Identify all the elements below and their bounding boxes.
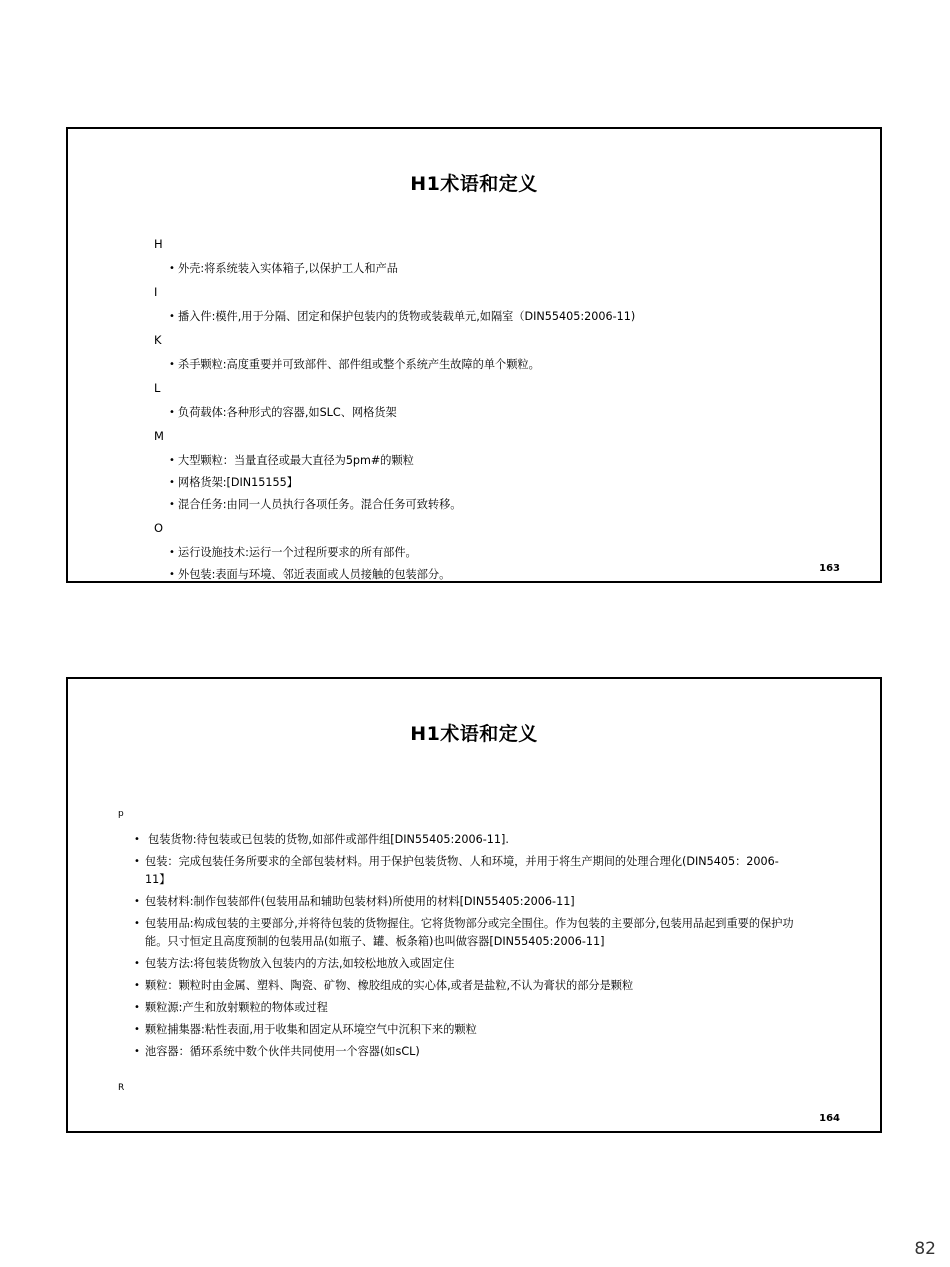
definition-item: • 混合任务:由同一人员执行各项任务。混合任务可致转移。	[154, 498, 834, 511]
slide-title: H1术语和定义	[410, 723, 538, 745]
definition-item: • 包装用品:构成包装的主要部分,并将待包装的货物握住。它将货物部分或完全围住。作为包装的主要部分,包装用品起到重要的保护功能。只寸恒定且高度预制的包装用品(如瓶子、罐、板条箱)也叫做容器[DIN55405:2006-11]	[134, 915, 794, 951]
definition-item: • 播入件:模件,用于分隔、团定和保护包装内的货物或装载单元,如隔室（DIN55405:2006-11)	[154, 310, 834, 323]
definition-item: • 外壳:将系统装入实体箱子,以保护工人和产品	[154, 262, 834, 275]
slide-number: 164	[819, 1113, 840, 1124]
definition-item: • 颗粒源:产生和放射颗粒的物体或过程	[134, 999, 794, 1017]
definition-item: • 杀手颗粒:高度重要并可致部件、部件组或整个系统产生故障的单个颗粒。	[154, 358, 834, 371]
slide-number: 163	[819, 563, 840, 574]
definition-item: • 包装材料:制作包装部件(包装用品和辅助包装材料)所使用的材料[DIN55405:2006-11]	[134, 893, 794, 911]
section-letter: K	[154, 333, 162, 347]
definition-item: • 外包装:表面与环境、邻近表面或人员接触的包装部分。	[154, 568, 834, 581]
definition-item: • 包装：完成包装任务所要求的全部包装材料。用于保护包装货物、人和环境，并用于将生产期间的处理合理化(DIN5405：2006-11】	[134, 853, 794, 889]
section-letter: p	[118, 809, 124, 819]
definition-item: • 颗粒捕集器:粘性表面,用于收集和固定从环境空气中沉积下来的颗粒	[134, 1021, 794, 1039]
definition-list	[154, 238, 834, 590]
definition-item: • 包装货物:待包装或已包装的货物,如部件或部件组[DIN55405:2006-11].	[134, 831, 794, 849]
definition-item: • 颗粒：颗粒时由金属、塑料、陶瓷、矿物、橡胶组成的实心体,或者是盐粒,不认为膏状的部分是颗粒	[134, 977, 794, 995]
section-letter: R	[118, 1083, 125, 1093]
slide-164	[66, 677, 882, 1133]
definition-item: • 网格货架:[DIN15155】	[154, 476, 834, 489]
section-letter: L	[154, 381, 161, 395]
section-letter: M	[154, 429, 164, 443]
definition-item: • 大型颗粒：当量直径或最大直径为5pm#的颗粒	[154, 454, 834, 467]
slide-163	[66, 127, 882, 583]
section-letter: O	[154, 521, 164, 535]
section-letter: I	[154, 285, 158, 299]
definition-list	[134, 831, 794, 1065]
definition-item: • 包装方法:将包装货物放入包装内的方法,如较松地放入或固定住	[134, 955, 794, 973]
definition-item: • 运行设施技术:运行一个过程所要求的所有部件。	[154, 546, 834, 559]
slide-title: H1术语和定义	[410, 173, 538, 195]
section-letter: H	[154, 237, 163, 251]
page-number: 82	[914, 1239, 936, 1259]
definition-item: • 负荷载体:各种形式的容器,如SLC、网格货架	[154, 406, 834, 419]
definition-item: • 池容器：循环系统中数个伙伴共同使用一个容器(如sCL)	[134, 1043, 794, 1061]
